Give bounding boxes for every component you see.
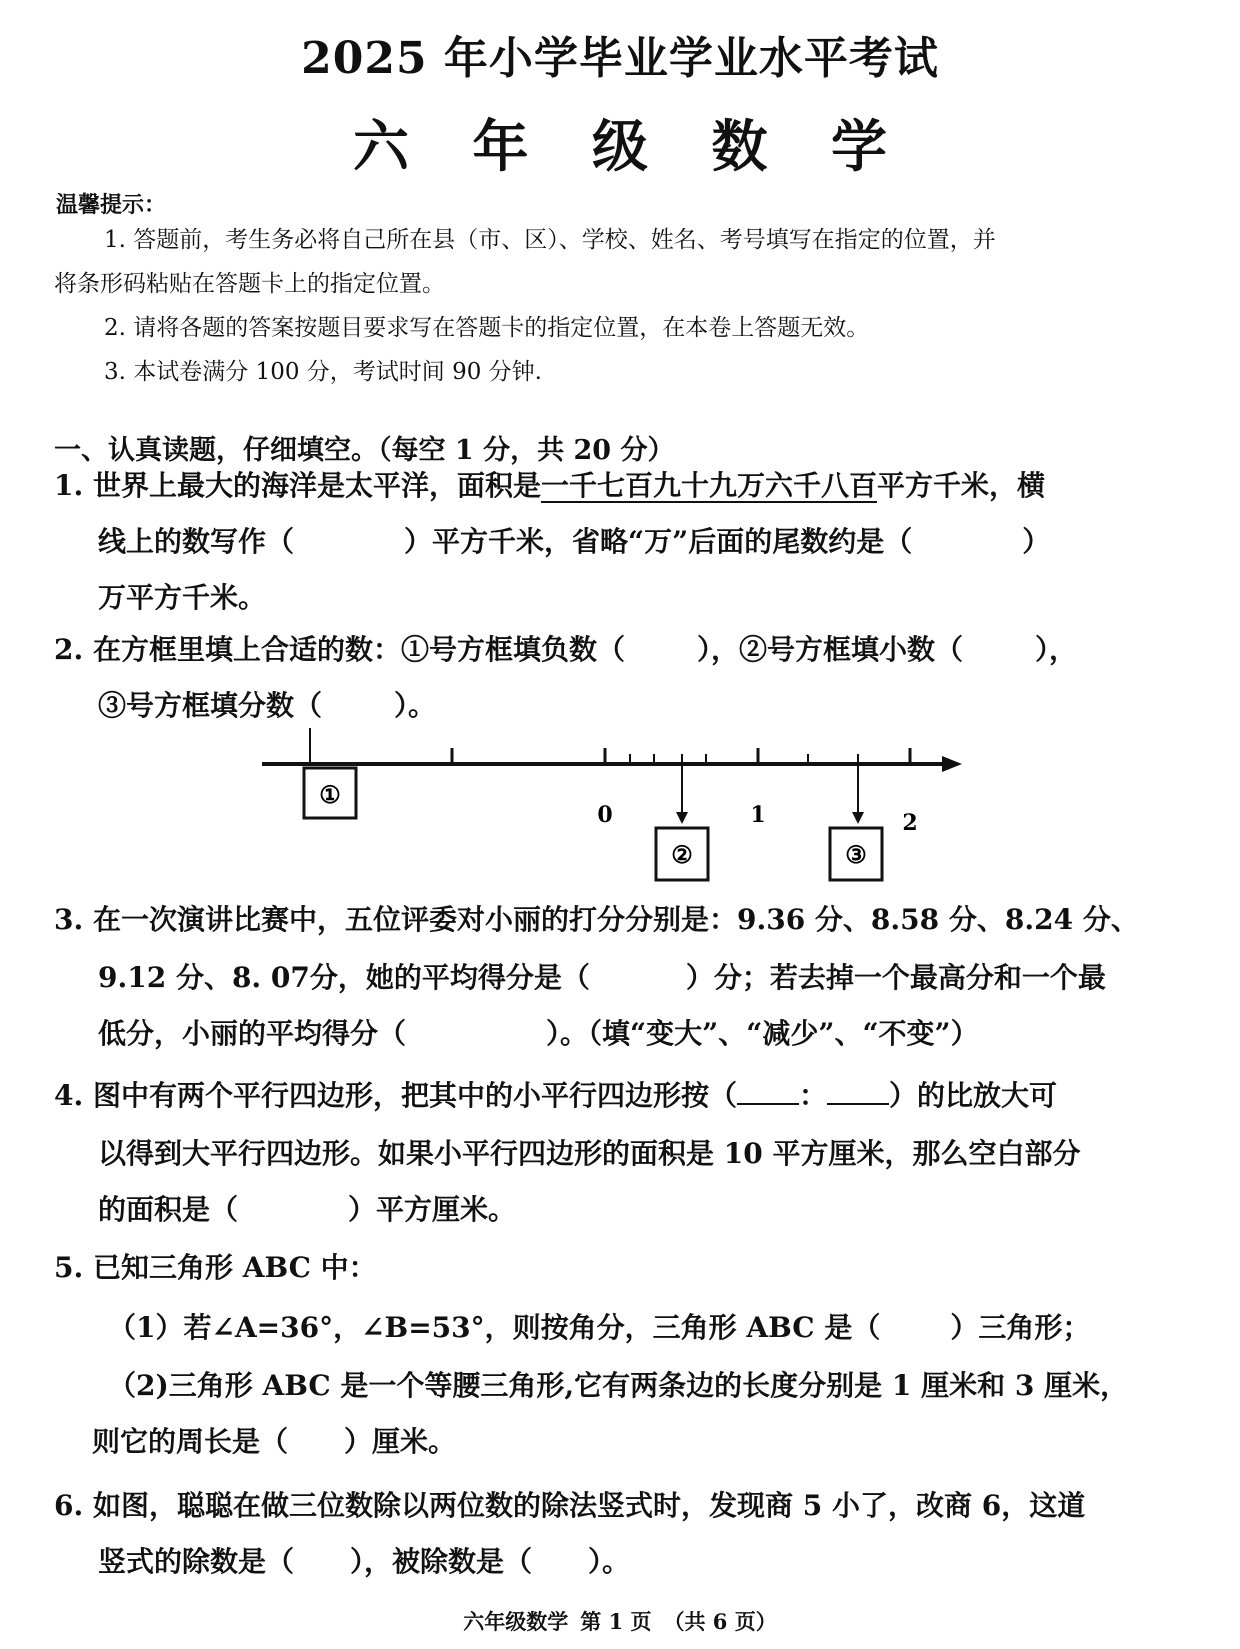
q1-text: ） xyxy=(1022,525,1051,558)
tick-label-1: 1 xyxy=(750,802,766,828)
question-1-line-3: 万平方千米。 xyxy=(98,581,267,614)
page-footer xyxy=(0,1606,1240,1636)
q6-text: ）。 xyxy=(588,1545,631,1578)
question-4 xyxy=(54,1068,1057,1124)
arrow-down-icon xyxy=(852,812,864,824)
arrow-head-icon xyxy=(942,756,962,772)
q3-text: 9.12 分、8. 07分，她的平均得分是（ xyxy=(98,961,590,994)
q6-text: 竖式的除数是（ xyxy=(98,1545,295,1578)
question-number: 4. xyxy=(54,1079,84,1112)
box-2 xyxy=(656,828,708,880)
box-3-label: ③ xyxy=(845,840,867,869)
q4-text: ）的比放大可 xyxy=(889,1079,1058,1112)
tick-label-2: 2 xyxy=(902,810,918,836)
question-number: 5. xyxy=(54,1251,84,1284)
box-3 xyxy=(830,828,882,880)
question-3-line-3 xyxy=(98,1006,979,1062)
question-2 xyxy=(54,622,1077,678)
question-number: 6. xyxy=(54,1489,84,1522)
q6-text: ），被除数是（ xyxy=(350,1545,533,1578)
tip-1-line-2: 将条形码粘贴在答题卡上的指定位置。 xyxy=(54,271,445,297)
subject-title: 六 年 级 数 学 xyxy=(353,114,909,180)
section-1-heading: 一、认真读题，仔细填空。（每空 1 分，共 20 分） xyxy=(54,435,675,466)
question-1-line-2 xyxy=(98,514,1050,570)
answer-blank[interactable] xyxy=(737,1077,799,1105)
question-3 xyxy=(54,892,1139,948)
q5-text: 已知三角形 ABC 中： xyxy=(92,1251,377,1284)
question-5-part-1 xyxy=(108,1300,1090,1356)
q5-text: ）厘米。 xyxy=(344,1425,457,1458)
q3-text: 在一次演讲比赛中，五位评委对小丽的打分分别是：9.36 分、8.58 分、8.24 分、 xyxy=(92,903,1139,936)
question-5 xyxy=(54,1240,377,1296)
q5-text: （1）若∠A=36°，∠B=53°，则按角分，三角形 ABC 是（ xyxy=(108,1311,881,1344)
q1-text: 线上的数写作（ xyxy=(98,525,295,558)
footer-total-pages: （共 6 页） xyxy=(663,1609,777,1634)
q5-text: 则它的周长是（ xyxy=(92,1425,289,1458)
tick-label-0: 0 xyxy=(597,802,613,828)
exam-title: 2025 年小学毕业学业水平考试 xyxy=(301,33,939,84)
question-4-line-3 xyxy=(98,1182,516,1238)
q2-text: ）。 xyxy=(394,689,437,722)
q4-text: 的面积是（ xyxy=(98,1193,239,1226)
q2-text: ）， xyxy=(1035,633,1078,666)
q1-text: ）平方千米，省略“万”后面的尾数约是（ xyxy=(404,525,913,558)
arrow-down-icon xyxy=(676,812,688,824)
question-number: 1. xyxy=(54,469,84,502)
tip-1-line-1: 1. 答题前，考生务必将自己所在县（市、区）、学校、姓名、考号填写在指定的位置，并 xyxy=(104,227,996,253)
question-5-part-2: （2)三角形 ABC 是一个等腰三角形,它有两条边的长度分别是 1 厘米和 3 厘米， xyxy=(108,1369,1129,1402)
q4-text: 图中有两个平行四边形，把其中的小平行四边形按（ xyxy=(92,1079,737,1112)
question-6-line-2 xyxy=(98,1534,630,1590)
question-number: 2. xyxy=(54,633,84,666)
q4-text: ： xyxy=(799,1079,828,1112)
q2-text: ），②号方框填小数（ xyxy=(697,633,964,666)
q5-text: ）三角形； xyxy=(950,1311,1091,1344)
answer-blank[interactable] xyxy=(827,1077,889,1105)
q2-text: ③号方框填分数（ xyxy=(98,689,323,722)
q1-underlined-number: 一千七百九十九万六千八百 xyxy=(541,469,878,502)
tips-heading: 温馨提示： xyxy=(56,193,167,218)
question-6 xyxy=(54,1478,1085,1534)
box-1 xyxy=(304,768,356,818)
q1-text: 世界上最大的海洋是太平洋，面积是 xyxy=(92,469,541,502)
question-3-line-2 xyxy=(98,950,1106,1006)
q1-text: 平方千米，横 xyxy=(877,469,1046,502)
footer-page-number: 第 1 页 xyxy=(580,1609,652,1634)
tip-3: 3. 本试卷满分 100 分，考试时间 90 分钟. xyxy=(104,359,542,385)
tip-2: 2. 请将各题的答案按题目要求写在答题卡的指定位置，在本卷上答题无效。 xyxy=(104,315,870,341)
q3-text: ）分；若去掉一个最高分和一个最 xyxy=(685,961,1106,994)
question-1 xyxy=(54,458,1045,514)
q6-text: 如图，聪聪在做三位数除以两位数的除法竖式时，发现商 5 小了，改商 6，这道 xyxy=(92,1489,1086,1522)
question-number: 3. xyxy=(54,903,84,936)
q4-text: ）平方厘米。 xyxy=(348,1193,517,1226)
question-2-line-2 xyxy=(98,678,436,734)
box-1-label: ① xyxy=(319,780,341,809)
box-2-label: ② xyxy=(671,840,693,869)
q3-text: ）。（填“变大”、“减少”、“不变”） xyxy=(546,1017,979,1050)
q3-text: 低分，小丽的平均得分（ xyxy=(98,1017,407,1050)
question-4-line-2: 以得到大平行四边形。如果小平行四边形的面积是 10 平方厘米，那么空白部分 xyxy=(98,1137,1081,1170)
q2-text: 在方框里填上合适的数：①号方框填负数（ xyxy=(92,633,625,666)
question-5-part-2-line-2 xyxy=(92,1414,456,1470)
footer-subject: 六年级数学 xyxy=(463,1609,569,1634)
